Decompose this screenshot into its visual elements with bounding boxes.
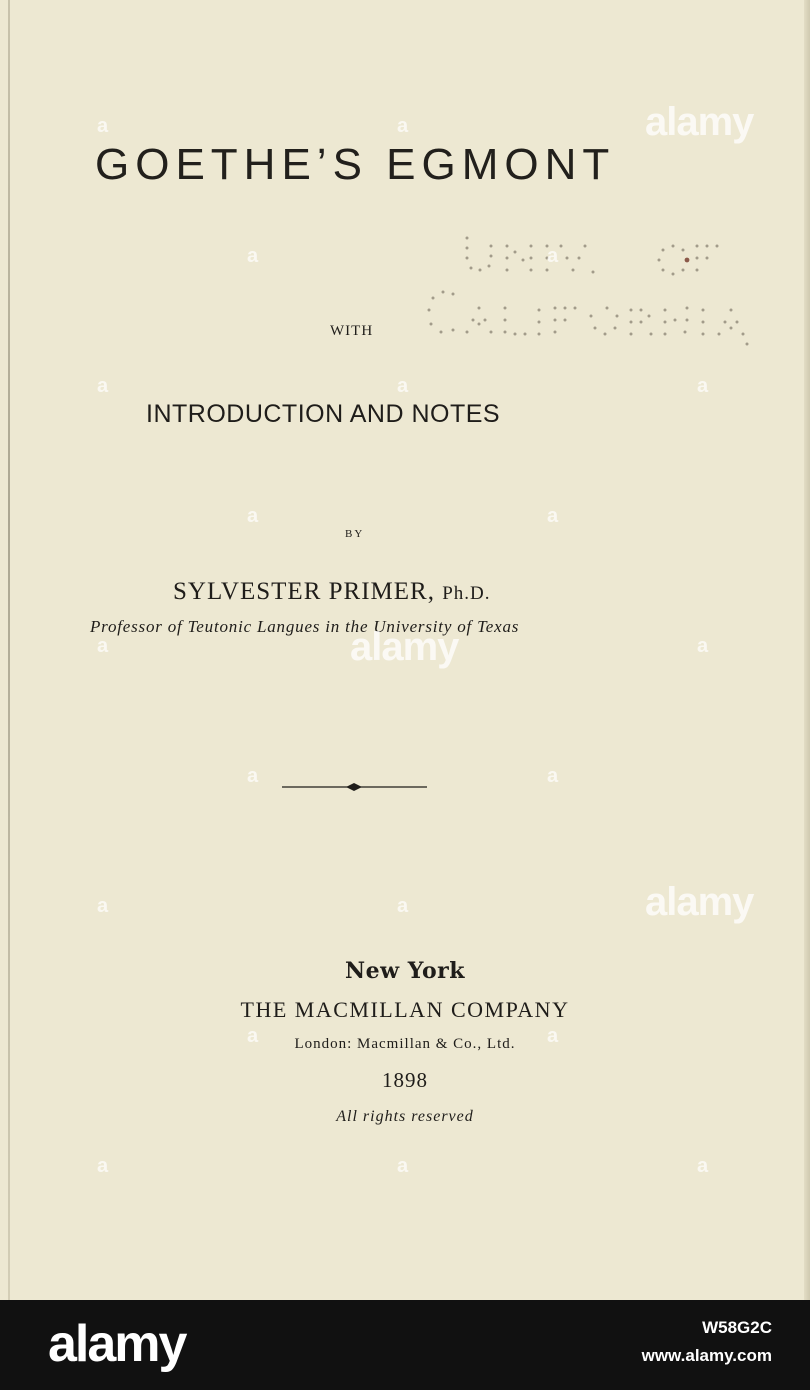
- book-subtitle: INTRODUCTION AND NOTES: [146, 400, 501, 428]
- stamp-dots-lower: [428, 291, 749, 346]
- watermark-letter: a: [547, 245, 559, 267]
- stamp-dots-upper: [466, 237, 719, 276]
- watermark-letter: a: [397, 375, 409, 397]
- publication-year: 1898: [382, 1068, 428, 1092]
- watermark-letter: a: [697, 375, 709, 397]
- watermark-letter: a: [97, 635, 109, 657]
- watermark-letter: a: [247, 245, 259, 267]
- london-imprint: London: Macmillan & Co., Ltd.: [294, 1036, 516, 1052]
- publisher-name: THE MACMILLAN COMPANY: [240, 997, 570, 1022]
- author-degree: Ph.D.: [442, 583, 491, 604]
- watermark-letter: a: [547, 765, 559, 787]
- watermark-letter: a: [247, 765, 259, 787]
- watermark-logo: alamy: [350, 625, 459, 669]
- ornament-divider: [282, 779, 427, 795]
- author-line: [173, 578, 673, 606]
- watermark-letter: a: [697, 1155, 709, 1177]
- watermark-letter: a: [97, 895, 109, 917]
- binding-edge: [8, 0, 10, 1300]
- book-title: GOETHE’S EGMONT: [95, 140, 616, 189]
- watermark-letter: a: [247, 505, 259, 527]
- watermark-letter: a: [247, 1025, 259, 1047]
- stock-footer-bar: [0, 1300, 810, 1390]
- watermark-letter: a: [97, 115, 109, 137]
- author-name: SYLVESTER PRIMER,: [173, 578, 443, 605]
- rights-notice: All rights reserved: [336, 1108, 474, 1125]
- author-position: Professor of Teutonic Langues in the University of Texas: [90, 617, 520, 636]
- image-id: W58G2C: [702, 1318, 772, 1337]
- watermark-letter: a: [97, 375, 109, 397]
- page-edge: [804, 0, 810, 1300]
- watermark-logo: alamy: [645, 880, 754, 924]
- footer-logo[interactable]: alamy: [48, 1315, 186, 1373]
- by-label: BY: [345, 528, 365, 540]
- library-perforated-stamp: [425, 228, 755, 358]
- watermark-letter: a: [397, 1155, 409, 1177]
- watermark-letter: a: [397, 115, 409, 137]
- watermark-letter: a: [547, 1025, 559, 1047]
- publication-city: New York: [344, 958, 465, 984]
- watermark-letter: a: [97, 1155, 109, 1177]
- watermark-letter: a: [397, 895, 409, 917]
- watermark-letter: a: [547, 505, 559, 527]
- watermark-letter: a: [697, 635, 709, 657]
- watermark-logo: alamy: [645, 100, 754, 144]
- with-label: WITH: [330, 323, 374, 339]
- footer-url[interactable]: www.alamy.com: [641, 1346, 772, 1365]
